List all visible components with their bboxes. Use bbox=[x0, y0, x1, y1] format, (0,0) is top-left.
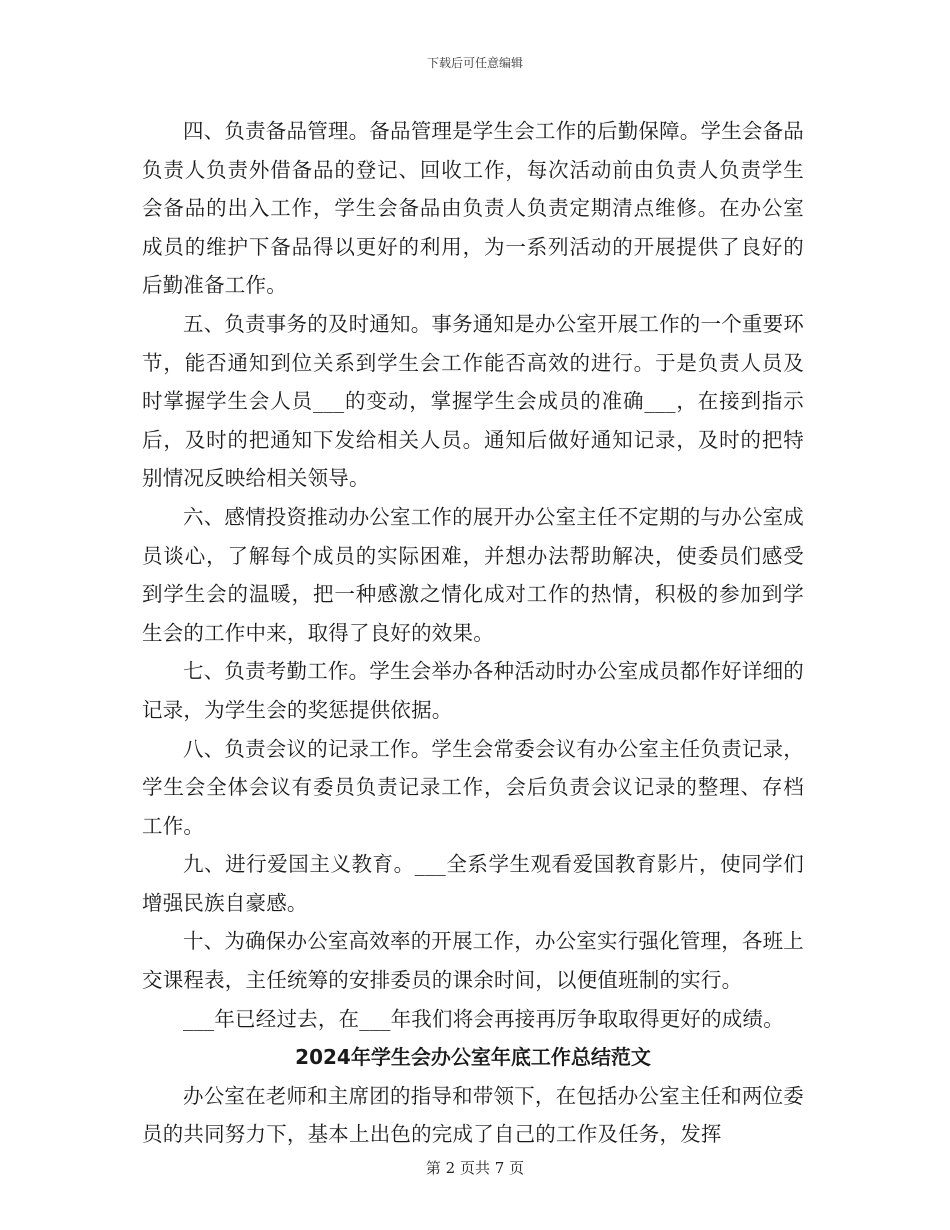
section-title: 2024年学生会办公室年底工作总结范文 bbox=[295, 1045, 651, 1070]
paragraph-five: 五、负责事务的及时通知。事务通知是办公室开展工作的一个重要环节，能否通知到位关系到学生会工作能否高效的进行。于是负责人员及时掌握学生会人员___的变动，掌握学生会成员的准确___，在接到指示后，及时的把通知下发给相关人员。通知后做好通知记录，及时的把特别情况反映给相关领导。 bbox=[142, 311, 804, 491]
page-header: 下载后可任意编辑 bbox=[426, 56, 523, 70]
paragraph-year-summary: ___年已经过去，在___年我们将会再接再厉争取取得更好的成绩。 bbox=[183, 1006, 784, 1031]
paragraph-ten: 十、为确保办公室高效率的开展工作，办公室实行强化管理，各班上交课程表，主任统筹的安排委员的课余时间，以便值班制的实行。 bbox=[142, 929, 804, 993]
paragraph-six: 六、感情投资推动办公室工作的展开办公室主任不定期的与办公室成员谈心，了解每个成员的实际困难，并想办法帮助解决，使委员们感受到学生会的温暖，把一种感激之情化成对工作的热情，积极的参加到学生会的工作中来，取得了良好的效果。 bbox=[142, 504, 804, 645]
document-body bbox=[142, 112, 804, 1154]
paragraph-seven: 七、负责考勤工作。学生会举办各种活动时办公室成员都作好详细的记录，为学生会的奖惩提供依据。 bbox=[142, 659, 804, 722]
paragraph-four: 四、负责备品管理。备品管理是学生会工作的后勤保障。学生会备品负责人负责外借备品的登记、回收工作，每次活动前由负责人负责学生会备品的出入工作，学生会备品由负责人负责定期清点维修。在办公室成员的维护下备品得以更好的利用，为一系列活动的开展提供了良好的后勤准备工作。 bbox=[142, 119, 804, 298]
page-footer: 第 2 页共 7 页 bbox=[425, 1159, 525, 1177]
paragraph-nine: 九、进行爱国主义教育。___全系学生观看爱国教育影片，使同学们增强民族自豪感。 bbox=[142, 852, 804, 915]
paragraph-eight: 八、负责会议的记录工作。学生会常委会议有办公室主任负责记录，学生会全体会议有委员负责记录工作，会后负责会议记录的整理、存档工作。 bbox=[142, 736, 804, 838]
paragraph-intro: 办公室在老师和主席团的指导和带领下，在包括办公室主任和两位委员的共同努力下，基本上出色的完成了自己的工作及任务，发挥 bbox=[142, 1083, 804, 1147]
